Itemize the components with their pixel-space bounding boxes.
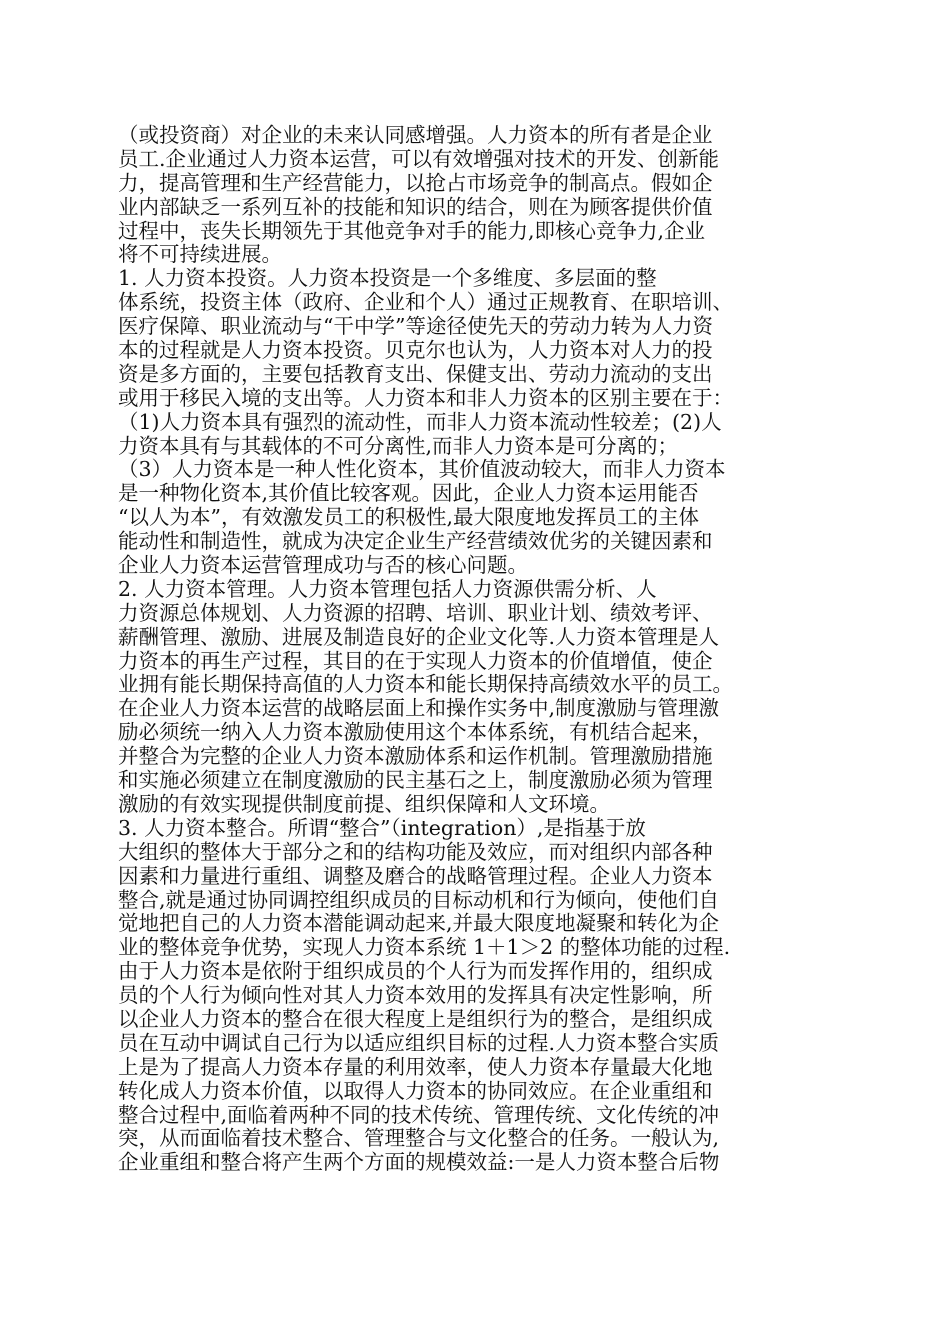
text-line: 觉地把自己的人力资本潜能调动起来,并最大限度地凝聚和转化为企 xyxy=(118,912,720,936)
text-line: 上是为了提高人力资本存量的利用效率，使人力资本存量最大化地 xyxy=(118,1055,713,1079)
text-line: 以企业人力资本的整合在很大程度上是组织行为的整合，是组织成 xyxy=(118,1007,713,1031)
text-line: 力资本具有与其载体的不可分离性,而非人力资本是可分离的； xyxy=(118,434,679,458)
text-line: 大组织的整体大于部分之和的结构功能及效应，而对组织内部各种 xyxy=(118,840,713,864)
text-line: 企业人力资本运营管理成功与否的核心问题。 xyxy=(118,554,528,578)
text-line: 和实施必须建立在制度激励的民主基石之上，制度激励必须为管理 xyxy=(118,769,713,793)
text-line: 将不可持续进展。 xyxy=(118,243,282,267)
text-line: 力资源总体规划、人力资源的招聘、培训、职业计划、绩效考评、 xyxy=(118,601,713,625)
text-line: 或用于移民入境的支出等。人力资本和非人力资本的区别主要在于： xyxy=(118,386,733,410)
text-line: 突，从而面临着技术整合、管理整合与文化整合的任务。一般认为, xyxy=(118,1127,720,1151)
text-line: 因素和力量进行重组、调整及磨合的战略管理过程。企业人力资本 xyxy=(118,864,713,888)
text-line: 激励的有效实现提供制度前提、组织保障和人文环境。 xyxy=(118,792,610,816)
text-line: 力资本的再生产过程，其目的在于实现人力资本的价值增值，使企 xyxy=(118,649,713,673)
text-line: 并整合为完整的企业人力资本激励体系和运作机制。管理激励措施 xyxy=(118,745,713,769)
text-line: 转化成人力资本价值，以取得人力资本的协同效应。在企业重组和 xyxy=(118,1079,713,1103)
text-line: 员的个人行为倾向性对其人力资本效用的发挥具有决定性影响，所 xyxy=(118,984,713,1008)
text-line: “以人为本”，有效激发员工的积极性,最大限度地发挥员工的主体 xyxy=(118,506,699,530)
text-line: 3. 人力资本整合。所谓“整合”（integration）,是指基于放 xyxy=(118,816,646,840)
text-line: 力，提高管理和生产经营能力，以抢占市场竞争的制高点。假如企 xyxy=(118,171,713,195)
text-line: 业内部缺乏一系列互补的技能和知识的结合，则在为顾客提供价值 xyxy=(118,195,713,219)
text-line: 资是多方面的，主要包括教育支出、保健支出、劳动力流动的支出 xyxy=(118,362,713,386)
text-line: 整合,就是通过协同调控组织成员的目标动机和行为倾向，使他们自 xyxy=(118,888,720,912)
text-line: 企业重组和整合将产生两个方面的规模效益:一是人力资本整合后物 xyxy=(118,1151,720,1175)
text-line: 励必须统一纳入人力资本激励使用这个本体系统，有机结合起来， xyxy=(118,721,713,745)
text-line: 薪酬管理、激励、进展及制造良好的企业文化等.人力资本管理是人 xyxy=(118,625,720,649)
text-line: 1. 人力资本投资。人力资本投资是一个多维度、多层面的整 xyxy=(118,267,657,291)
text-line: 过程中，丧失长期领先于其他竞争对手的能力,即核心竞争力,企业 xyxy=(118,219,706,243)
text-line: 员工.企业通过人力资本运营，可以有效增强对技术的开发、创新能 xyxy=(118,147,720,171)
text-line: （1)人力资本具有强烈的流动性，而非人力资本流动性较差；(2)人 xyxy=(118,410,722,434)
text-line: （或投资商）对企业的未来认同感增强。人力资本的所有者是企业 xyxy=(118,124,713,147)
text-line: 员在互动中调试自己行为以适应组织目标的过程.人力资本整合实质 xyxy=(118,1031,720,1055)
text-line: 能动性和制造性，就成为决定企业生产经营绩效优劣的关键因素和 xyxy=(118,530,713,554)
text-line: 由于人力资本是依附于组织成员的个人行为而发挥作用的，组织成 xyxy=(118,960,713,984)
body-text xyxy=(118,124,838,1175)
text-line: （3）人力资本是一种人性化资本，其价值波动较大，而非人力资本 xyxy=(118,458,726,482)
text-line: 整合过程中,面临着两种不同的技术传统、管理传统、文化传统的冲 xyxy=(118,1103,720,1127)
text-line: 体系统，投资主体（政府、企业和个人）通过正规教育、在职培训、 xyxy=(118,291,733,315)
text-line: 在企业人力资本运营的战略层面上和操作实务中,制度激励与管理激 xyxy=(118,697,720,721)
text-line: 业拥有能长期保持高值的人力资本和能长期保持高绩效水平的员工。 xyxy=(118,673,733,697)
text-line: 业的整体竞争优势，实现人力资本系统 1＋1＞2 的整体功能的过程. xyxy=(118,936,731,960)
text-line: 是一种物化资本,其价值比较客观。因此，企业人力资本运用能否 xyxy=(118,482,699,506)
text-line: 本的过程就是人力资本投资。贝克尔也认为，人力资本对人力的投 xyxy=(118,339,713,363)
text-line: 医疗保障、职业流动与“干中学”等途径使先天的劳动力转为人力资 xyxy=(118,315,713,339)
text-line: 2. 人力资本管理。人力资本管理包括人力资源供需分析、人 xyxy=(118,577,657,601)
